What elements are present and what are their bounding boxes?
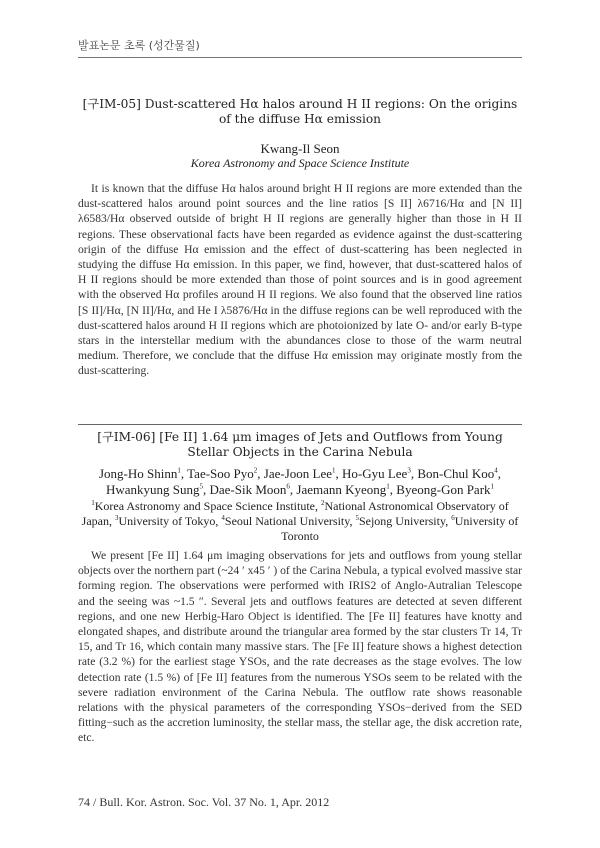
author-name: Hwankyung Sung: [105, 482, 200, 497]
affiliation-name: Sejong University: [358, 514, 446, 528]
affiliation-mark: 2: [320, 499, 325, 507]
affiliation-name: University of Tokyo: [118, 514, 216, 528]
affiliation-separator: ,: [215, 514, 222, 528]
author-name: Jae-Joon Lee: [263, 466, 332, 481]
author-affiliation-mark: 4: [494, 466, 498, 475]
author-affiliation-mark: 1: [331, 466, 336, 475]
abstract-2-title: [78, 430, 522, 460]
affiliation-separator: ,: [349, 514, 356, 528]
affiliation-name: Korea Astronomy and Space Science Institute: [94, 499, 315, 513]
abstract-2-authors: [78, 466, 522, 498]
affiliation-separator: ,: [314, 499, 321, 513]
abstract-1-title-line-1: [구IM-05] Dust-scattered Hα halos around H II regions: On the origins: [82, 97, 518, 111]
author-separator: ,: [289, 482, 297, 497]
abstract-2-affiliations: [78, 499, 522, 544]
author-name: Jong-Ho Shinn: [99, 466, 178, 481]
author-affiliation-mark: 1: [386, 482, 390, 491]
author-affiliation-mark: 2: [253, 466, 258, 475]
author-affiliation-mark: 6: [286, 482, 290, 491]
author-name: Dae-Sik Moon: [209, 482, 287, 497]
abstract-2-title-line-1: [구IM-06] [Fe II] 1.64 μm images of Jets and Outflows from Young: [97, 430, 503, 444]
author-separator: ,: [202, 482, 210, 497]
affiliation-mark: 1: [91, 499, 95, 507]
abstract-1-title: [78, 97, 522, 127]
affiliation-name: Seoul National University: [224, 514, 350, 528]
author-separator: ,: [335, 466, 342, 481]
abstract-2-title-line-2: Stellar Objects in the Carina Nebula: [187, 445, 413, 459]
author-name: Jaemann Kyeong: [296, 482, 387, 497]
author-affiliation-mark: 3: [407, 466, 411, 475]
author-name: Bon-Chul Koo: [417, 466, 495, 481]
section-divider: [78, 424, 522, 425]
abstract-1-title-line-2: of the diffuse Hα emission: [218, 112, 382, 126]
abstract-2-body: We present [Fe II] 1.64 μm imaging observations for jets and outflows from young stellar objects over the northern part (~24 ′ x45 ′ ) of the Carina Nebula, a typical evolved massive star forming region. The observations were performed with IRIS2 of Anglo-Autralian Telescope and the seeing was ~1.5 ″. Several jets and outflows features are detected at seven different regions, and one new Herbig-Haro Object is identified. The [Fe II] features have knotty and elongated shapes, and distribute around the triangular area formed by the star clusters Tr 14, Tr 15, and Tr 16, which contain many massive stars. The [Fe II] feature shows a highest detection rate (3.2 %) for the earliest stage YSOs, and the rate decreases as the stage evolves. The low detection rate (1.5 %) of [Fe II] features from the numerous YSOs seem to be related with the severe radiation environment of the Carina Nebula. The outflow rate shows reasonable relations with the physical parameters of the corresponding YSOs−derived from the SED fitting−such as the accretion luminosity, the stellar mass, the stellar age, the disk accretion rate, etc.: [78, 549, 522, 745]
running-header: 발표논문 초록 (성간물질): [78, 39, 200, 52]
author-separator: ,: [389, 482, 397, 497]
author-name: Ho-Gyu Lee: [341, 466, 408, 481]
author-separator: ,: [257, 466, 264, 481]
author-affiliation-mark: 1: [490, 482, 495, 491]
affiliation-mark: 4: [221, 514, 225, 522]
affiliation-name: University of Toronto: [281, 514, 519, 543]
affiliation-mark: 6: [451, 514, 455, 522]
header-rule: [78, 57, 522, 58]
abstract-1-author: Kwang-Il Seon: [260, 141, 340, 156]
author-affiliation-mark: 1: [177, 466, 181, 475]
author-separator: ,: [180, 466, 188, 481]
author-name: Tae-Soo Pyo: [187, 466, 254, 481]
affiliation-mark: 5: [355, 514, 359, 522]
abstract-1-affiliation: Korea Astronomy and Space Science Institute: [190, 156, 410, 170]
author-name: Byeong-Gon Park: [396, 482, 491, 497]
page-footer: 74 / Bull. Kor. Astron. Soc. Vol. 37 No. 1, Apr. 2012: [78, 795, 330, 809]
abstract-1-body: It is known that the diffuse Hα halos around bright H II regions are more extended than the dust-scattered halos around point sources and the line ratios [S II] λ6716/Hα and [N II] λ6583/Hα observed outside of bright H II regions are generally higher than those in H II regions. These observational facts have been regarded as evidence against the dust-scattering origin of the diffuse Hα emission and the effect of dust-scattering has been neglected in studying the diffuse Hα emission. In this paper, we find, however, that dust-scattered halos of H II regions should be more extended than those of point sources and is in good agreement with the observed Hα profiles around H II regions. We also found that the observed line ratios [S II]/Hα, [N II]/Hα, and He I λ5876/Hα in the diffuse regions can be well reproduced with the dust-scattered halos around H II regions which are photoionized by late O- and/or early B-type stars in the interstellar medium with the abundances close to those of the warm neutral medium. Therefore, we conclude that the diffuse Hα emission may originate mostly from the dust-scattering.: [78, 182, 522, 378]
affiliation-mark: 3: [114, 514, 119, 522]
affiliation-separator: ,: [445, 514, 452, 528]
author-separator: ,: [497, 466, 501, 481]
author-separator: ,: [410, 466, 418, 481]
affiliation-separator: ,: [108, 514, 115, 528]
affiliation-name: National Astronomical Observatory of Japan: [81, 499, 509, 528]
author-affiliation-mark: 5: [199, 482, 203, 491]
